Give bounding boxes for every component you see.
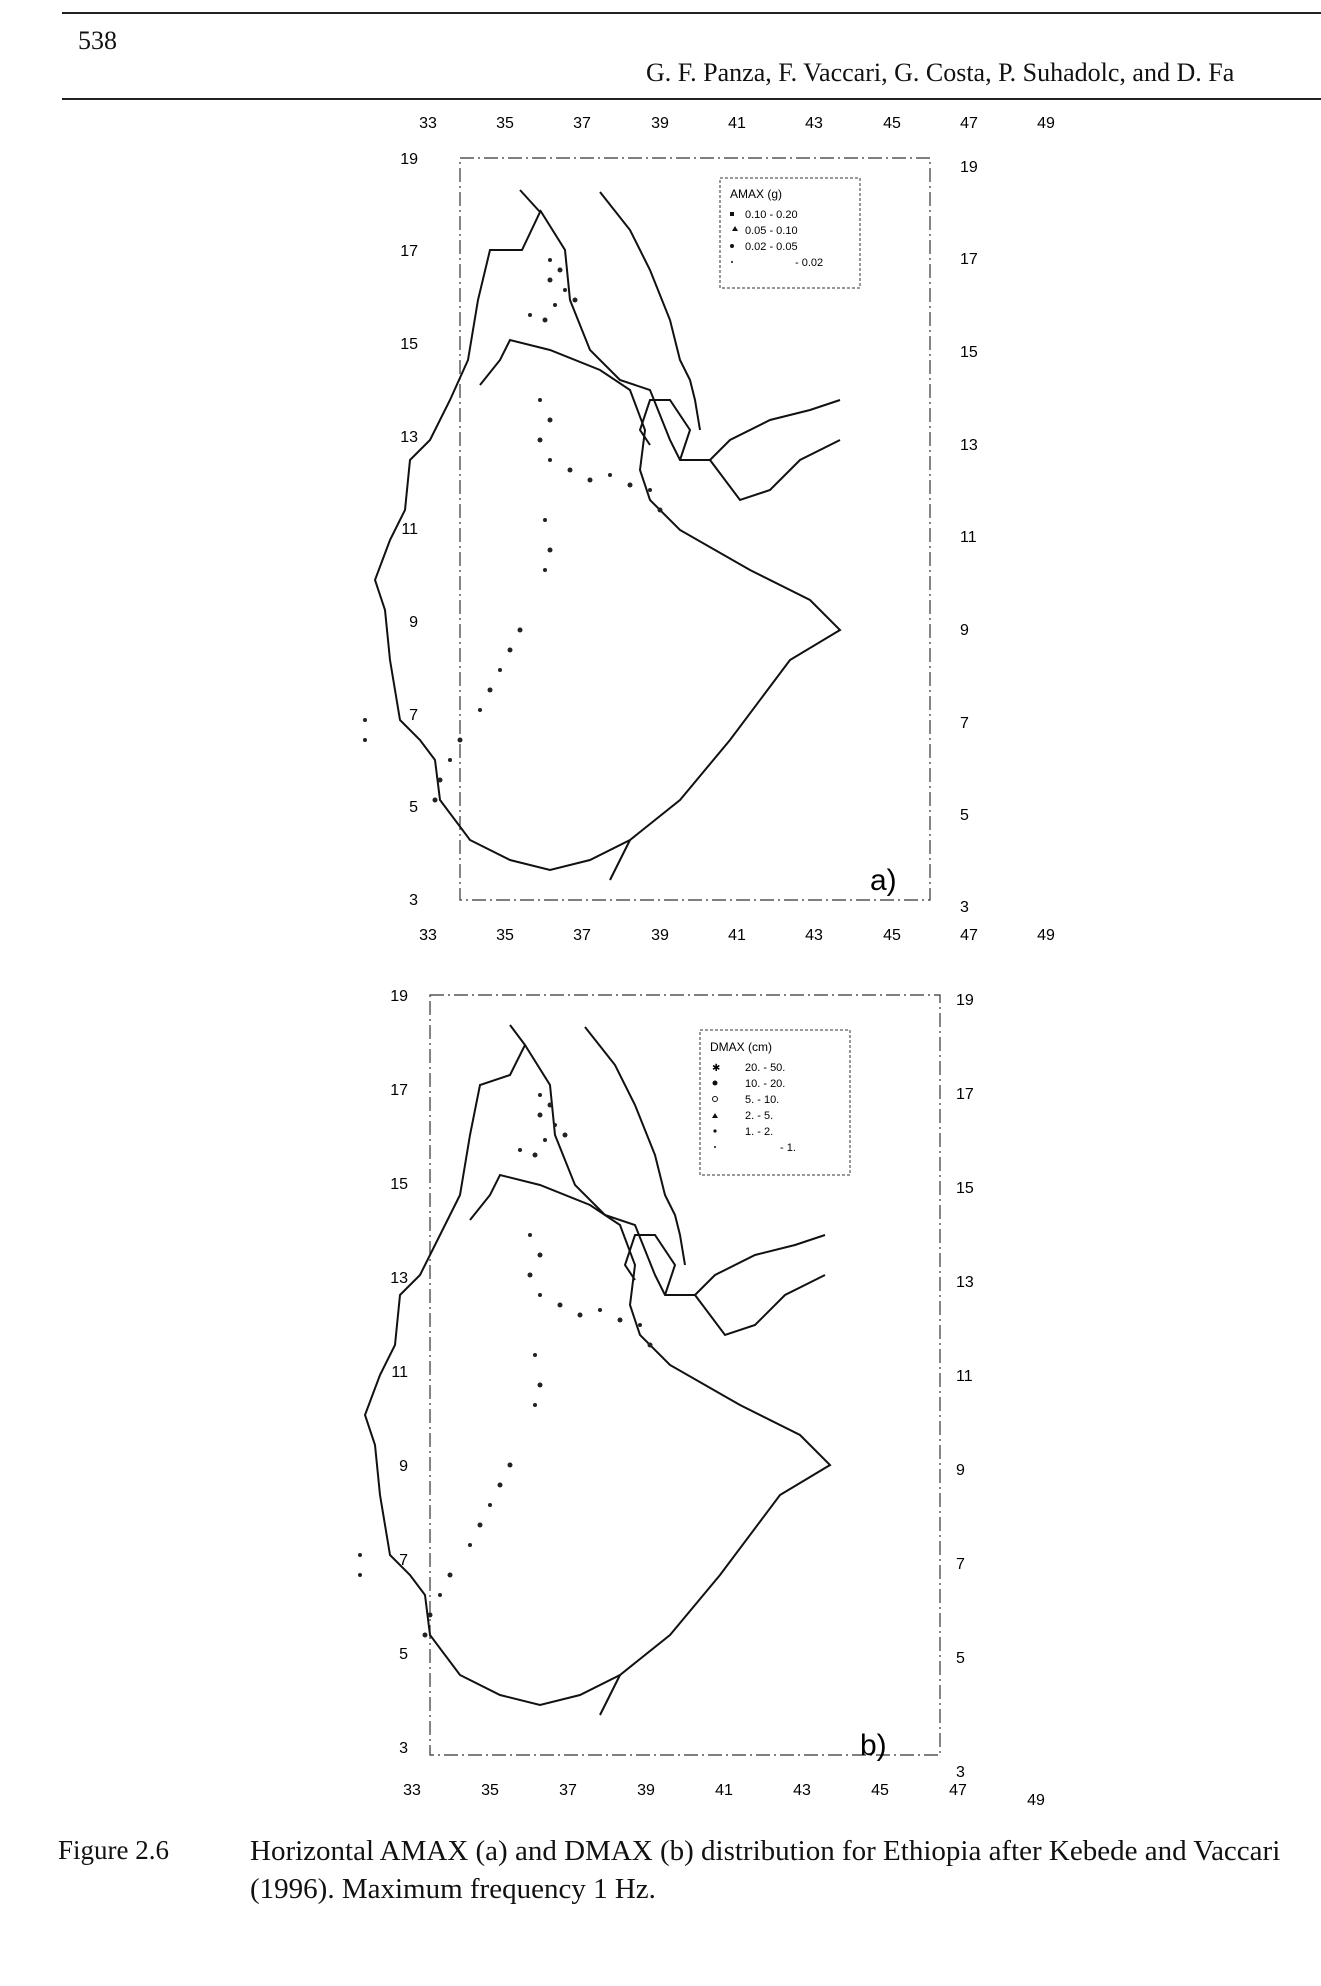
lon-tick: 35 [481, 1782, 499, 1799]
legend-range: 1. - 2. [745, 1126, 774, 1138]
dot-large-icon [713, 1081, 718, 1086]
hazard-point [548, 258, 552, 262]
map-a-legend [720, 178, 860, 288]
lon-tick: 37 [573, 927, 591, 944]
hazard-point [543, 318, 548, 323]
lat-tick: 5 [956, 1650, 965, 1667]
lon-tick: 33 [419, 115, 437, 132]
map-b-bottom-ticks [403, 1782, 1045, 1809]
map-a-top-ticks [419, 115, 1055, 132]
hazard-point [538, 438, 543, 443]
lat-tick: 5 [399, 1646, 408, 1663]
legend-range: 0.05 - 0.10 [745, 225, 798, 237]
square-filled-icon [730, 212, 734, 216]
lat-tick: 3 [409, 892, 418, 909]
hazard-point [448, 1573, 453, 1578]
hazard-point [543, 518, 547, 522]
hazard-point [548, 418, 553, 423]
lat-tick: 5 [960, 807, 969, 824]
running-head: G. F. Panza, F. Vaccari, G. Costa, P. Suhadolc, and D. Fa [646, 58, 1235, 87]
somalia-border-b [695, 1275, 825, 1335]
hazard-point [628, 483, 633, 488]
hazard-point [543, 568, 547, 572]
lon-tick: 41 [728, 115, 746, 132]
hazard-point [563, 288, 567, 292]
lat-tick: 15 [956, 1180, 974, 1197]
hazard-point [433, 798, 438, 803]
hazard-point [553, 303, 557, 307]
hazard-point [498, 668, 502, 672]
lat-tick: 13 [956, 1274, 974, 1291]
hazard-point [608, 473, 612, 477]
lon-tick: 33 [403, 1782, 421, 1799]
hazard-point [618, 1318, 623, 1323]
hazard-point [548, 458, 552, 462]
lon-tick: 41 [728, 927, 746, 944]
legend-title: AMAX (g) [730, 187, 783, 201]
hazard-point [478, 1523, 483, 1528]
lat-tick: 19 [390, 988, 408, 1005]
lat-tick: 9 [409, 614, 418, 631]
lat-tick: 17 [960, 251, 978, 268]
hazard-point [558, 1303, 563, 1308]
lat-tick: 15 [960, 344, 978, 361]
panel-label: a) [870, 864, 897, 897]
dot-small-icon [731, 261, 733, 263]
lat-tick: 13 [400, 429, 418, 446]
hazard-point [563, 1133, 568, 1138]
hazard-point [363, 738, 367, 742]
lat-tick: 9 [399, 1458, 408, 1475]
legend-range: 2. - 5. [745, 1110, 774, 1122]
hazard-point [538, 1093, 542, 1097]
hazard-point [458, 738, 463, 743]
lon-tick: 45 [883, 927, 901, 944]
hazard-point [438, 778, 443, 783]
map-a-right-ticks [960, 159, 978, 916]
coastline-b-2 [585, 1027, 685, 1265]
dot-large-icon [730, 244, 734, 248]
lat-tick: 9 [960, 622, 969, 639]
hazard-point [488, 688, 493, 693]
lon-tick: 49 [1037, 115, 1055, 132]
hazard-point [438, 1593, 442, 1597]
map-panel-a [350, 100, 1070, 980]
map-b-svg [350, 965, 1070, 1845]
lat-tick: 7 [409, 707, 418, 724]
hazard-point [533, 1403, 537, 1407]
lat-tick: 19 [960, 159, 978, 176]
lat-tick: 7 [399, 1552, 408, 1569]
lat-tick: 11 [391, 1364, 408, 1381]
lon-tick: 43 [805, 115, 823, 132]
legend-range: 0.02 - 0.05 [745, 241, 798, 253]
legend-title: DMAX (cm) [710, 1040, 772, 1054]
lon-tick: 49 [1027, 1792, 1045, 1809]
hazard-point [538, 1253, 543, 1258]
hazard-point [518, 1148, 522, 1152]
hazard-point [358, 1553, 362, 1557]
hazard-point [578, 1313, 583, 1318]
lon-tick: 39 [651, 927, 669, 944]
figure-label: Figure 2.6 [58, 1835, 169, 1865]
hazard-point [543, 1138, 547, 1142]
lat-tick: 15 [390, 1176, 408, 1193]
lon-tick: 37 [559, 1782, 577, 1799]
hazard-point [508, 1463, 513, 1468]
hazard-point [648, 488, 652, 492]
legend-range: - 0.02 [795, 257, 824, 269]
map-b-left-ticks [390, 988, 408, 1757]
hazard-point [533, 1353, 537, 1357]
hazard-point [538, 1293, 542, 1297]
hazard-point [533, 1153, 538, 1158]
legend-range: - 1. [780, 1142, 796, 1154]
hazard-point [518, 628, 523, 633]
lat-tick: 11 [401, 521, 418, 538]
hazard-point [528, 1233, 532, 1237]
figure-caption: Horizontal AMAX (a) and DMAX (b) distribution for Ethiopia after Kebede and Vaccari (1996). Maximum frequency 1 Hz. [250, 1835, 1281, 1905]
lon-tick: 47 [960, 115, 978, 132]
lat-tick: 15 [400, 336, 418, 353]
hazard-point [648, 1343, 653, 1348]
lon-tick: 43 [793, 1782, 811, 1799]
page-number: 538 [78, 26, 117, 55]
map-a-bottom-ticks [419, 927, 1055, 944]
hazard-point [538, 1383, 543, 1388]
lat-tick: 3 [399, 1740, 408, 1757]
legend-range: 20. - 50. [745, 1062, 786, 1074]
legend-range: 0.10 - 0.20 [745, 209, 798, 221]
lat-tick: 19 [400, 151, 418, 168]
hazard-point [568, 468, 573, 473]
lon-tick: 35 [496, 115, 514, 132]
lat-tick: 11 [956, 1368, 973, 1385]
lat-tick: 7 [956, 1556, 965, 1573]
hazard-point [423, 1633, 428, 1638]
hazard-point [548, 548, 553, 553]
lon-tick: 43 [805, 927, 823, 944]
lat-tick: 7 [960, 715, 969, 732]
hazard-point [548, 1103, 553, 1108]
legend-range: 10. - 20. [745, 1078, 786, 1090]
legend-range: 5. - 10. [745, 1094, 780, 1106]
hazard-point [588, 478, 593, 483]
map-panel-b [350, 965, 1070, 1845]
star-icon: ✱ [712, 1063, 721, 1074]
hazard-point [528, 313, 532, 317]
lon-tick: 45 [871, 1782, 889, 1799]
ethiopia-border-a [375, 190, 840, 870]
lat-tick: 13 [390, 1270, 408, 1287]
dot-medium-icon [713, 1129, 716, 1132]
map-b-frame [430, 995, 940, 1755]
hazard-point [558, 268, 563, 273]
map-a-svg [350, 100, 1070, 980]
header-rule-top [62, 12, 1321, 14]
coastline-a-2 [600, 192, 700, 430]
hazard-point [468, 1543, 472, 1547]
lon-tick: 35 [496, 927, 514, 944]
lon-tick: 47 [949, 1782, 967, 1799]
lon-tick: 41 [715, 1782, 733, 1799]
lon-tick: 49 [1037, 927, 1055, 944]
hazard-point [428, 1613, 433, 1618]
hazard-point [548, 278, 553, 283]
hazard-point [508, 648, 513, 653]
hazard-point [538, 398, 542, 402]
lon-tick: 37 [573, 115, 591, 132]
hazard-point [448, 758, 452, 762]
lat-tick: 9 [956, 1462, 965, 1479]
map-b-right-ticks [956, 992, 974, 1781]
hazard-point [358, 1573, 362, 1577]
lon-tick: 33 [419, 927, 437, 944]
hazard-point [598, 1308, 602, 1312]
panel-label: b) [860, 1729, 887, 1762]
lat-tick: 5 [409, 799, 418, 816]
hazard-point [538, 1113, 543, 1118]
lon-tick: 45 [883, 115, 901, 132]
hazard-point [528, 1273, 533, 1278]
lat-tick: 19 [956, 992, 974, 1009]
lon-tick: 39 [651, 115, 669, 132]
hazard-point [363, 718, 367, 722]
lat-tick: 13 [960, 437, 978, 454]
lat-tick: 3 [960, 899, 969, 916]
lat-tick: 11 [960, 529, 977, 546]
hazard-point [488, 1503, 492, 1507]
lat-tick: 17 [956, 1086, 974, 1103]
hazard-point [553, 1123, 557, 1127]
somalia-border-a [710, 440, 840, 500]
hazard-point [638, 1323, 642, 1327]
hazard-point [498, 1483, 503, 1488]
lat-tick: 17 [390, 1082, 408, 1099]
lat-tick: 17 [400, 243, 418, 260]
lon-tick: 39 [637, 1782, 655, 1799]
lon-tick: 47 [960, 927, 978, 944]
hazard-point [478, 708, 482, 712]
lat-tick: 3 [956, 1764, 965, 1781]
dot-small-icon [714, 1146, 716, 1148]
map-a-left-ticks [400, 151, 418, 909]
hazard-point [658, 508, 663, 513]
map-b-legend [700, 1030, 850, 1175]
hazard-point [573, 298, 578, 303]
